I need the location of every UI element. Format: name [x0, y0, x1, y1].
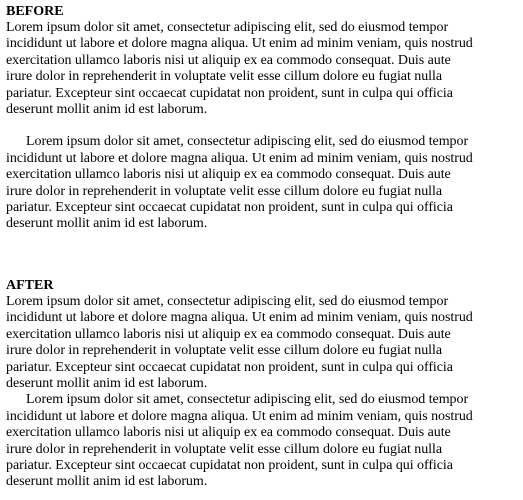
before-paragraph-2 [6, 134, 521, 232]
text-line: Lorem ipsum dolor sit amet, consectetur adipiscing elit, sed do eiusmod tempor [6, 294, 449, 309]
after-paragraph-1 [6, 294, 521, 392]
text-line: irure dolor in reprehenderit in voluptate velit esse cillum dolore eu fugiat nulla [6, 343, 442, 359]
text-line: incididunt ut labore et dolore magna aliqua. Ut enim ad minim veniam, quis nostrud [6, 310, 473, 326]
text-line: incididunt ut labore et dolore magna aliqua. Ut enim ad minim veniam, quis nostrud [6, 408, 473, 424]
text-line: exercitation ullamco laboris nisi ut aliquip ex ea commodo consequat. Duis aute [6, 326, 451, 342]
text-line: exercitation ullamco laboris nisi ut aliquip ex ea commodo consequat. Duis aute [6, 52, 451, 68]
text-line: deserunt mollit anim id est laborum. [6, 376, 208, 392]
text-line: pariatur. Excepteur sint occaecat cupidatat non proident, sunt in culpa qui officia [6, 359, 453, 375]
after-heading: AFTER [6, 278, 54, 293]
text-line: deserunt mollit anim id est laborum. [6, 102, 208, 118]
text-line: Lorem ipsum dolor sit amet, consectetur adipiscing elit, sed do eiusmod tempor [26, 392, 469, 408]
text-line: irure dolor in reprehenderit in voluptate velit esse cillum dolore eu fugiat nulla [6, 441, 442, 457]
text-line: incididunt ut labore et dolore magna aliqua. Ut enim ad minim veniam, quis nostrud [6, 36, 473, 52]
text-line: pariatur. Excepteur sint occaecat cupidatat non proident, sunt in culpa qui officia [6, 85, 453, 101]
after-paragraph-2 [6, 392, 521, 490]
before-section [6, 4, 521, 233]
after-section [6, 278, 521, 491]
text-line: pariatur. Excepteur sint occaecat cupidatat non proident, sunt in culpa qui officia [6, 200, 453, 216]
text-line: deserunt mollit anim id est laborum. [6, 216, 208, 232]
text-line: incididunt ut labore et dolore magna aliqua. Ut enim ad minim veniam, quis nostrud [6, 150, 473, 166]
text-line: Lorem ipsum dolor sit amet, consectetur adipiscing elit, sed do eiusmod tempor [26, 134, 469, 150]
text-line: exercitation ullamco laboris nisi ut aliquip ex ea commodo consequat. Duis aute [6, 425, 451, 441]
text-line: irure dolor in reprehenderit in voluptate velit esse cillum dolore eu fugiat nulla [6, 69, 442, 85]
text-line: exercitation ullamco laboris nisi ut aliquip ex ea commodo consequat. Duis aute [6, 167, 451, 183]
text-line: irure dolor in reprehenderit in voluptate velit esse cillum dolore eu fugiat nulla [6, 183, 442, 199]
text-line: deserunt mollit anim id est laborum. [6, 474, 208, 490]
text-line: pariatur. Excepteur sint occaecat cupidatat non proident, sunt in culpa qui officia [6, 458, 453, 474]
before-paragraph-1 [6, 20, 521, 118]
text-line: Lorem ipsum dolor sit amet, consectetur adipiscing elit, sed do eiusmod tempor [6, 20, 449, 35]
before-heading: BEFORE [6, 4, 64, 19]
